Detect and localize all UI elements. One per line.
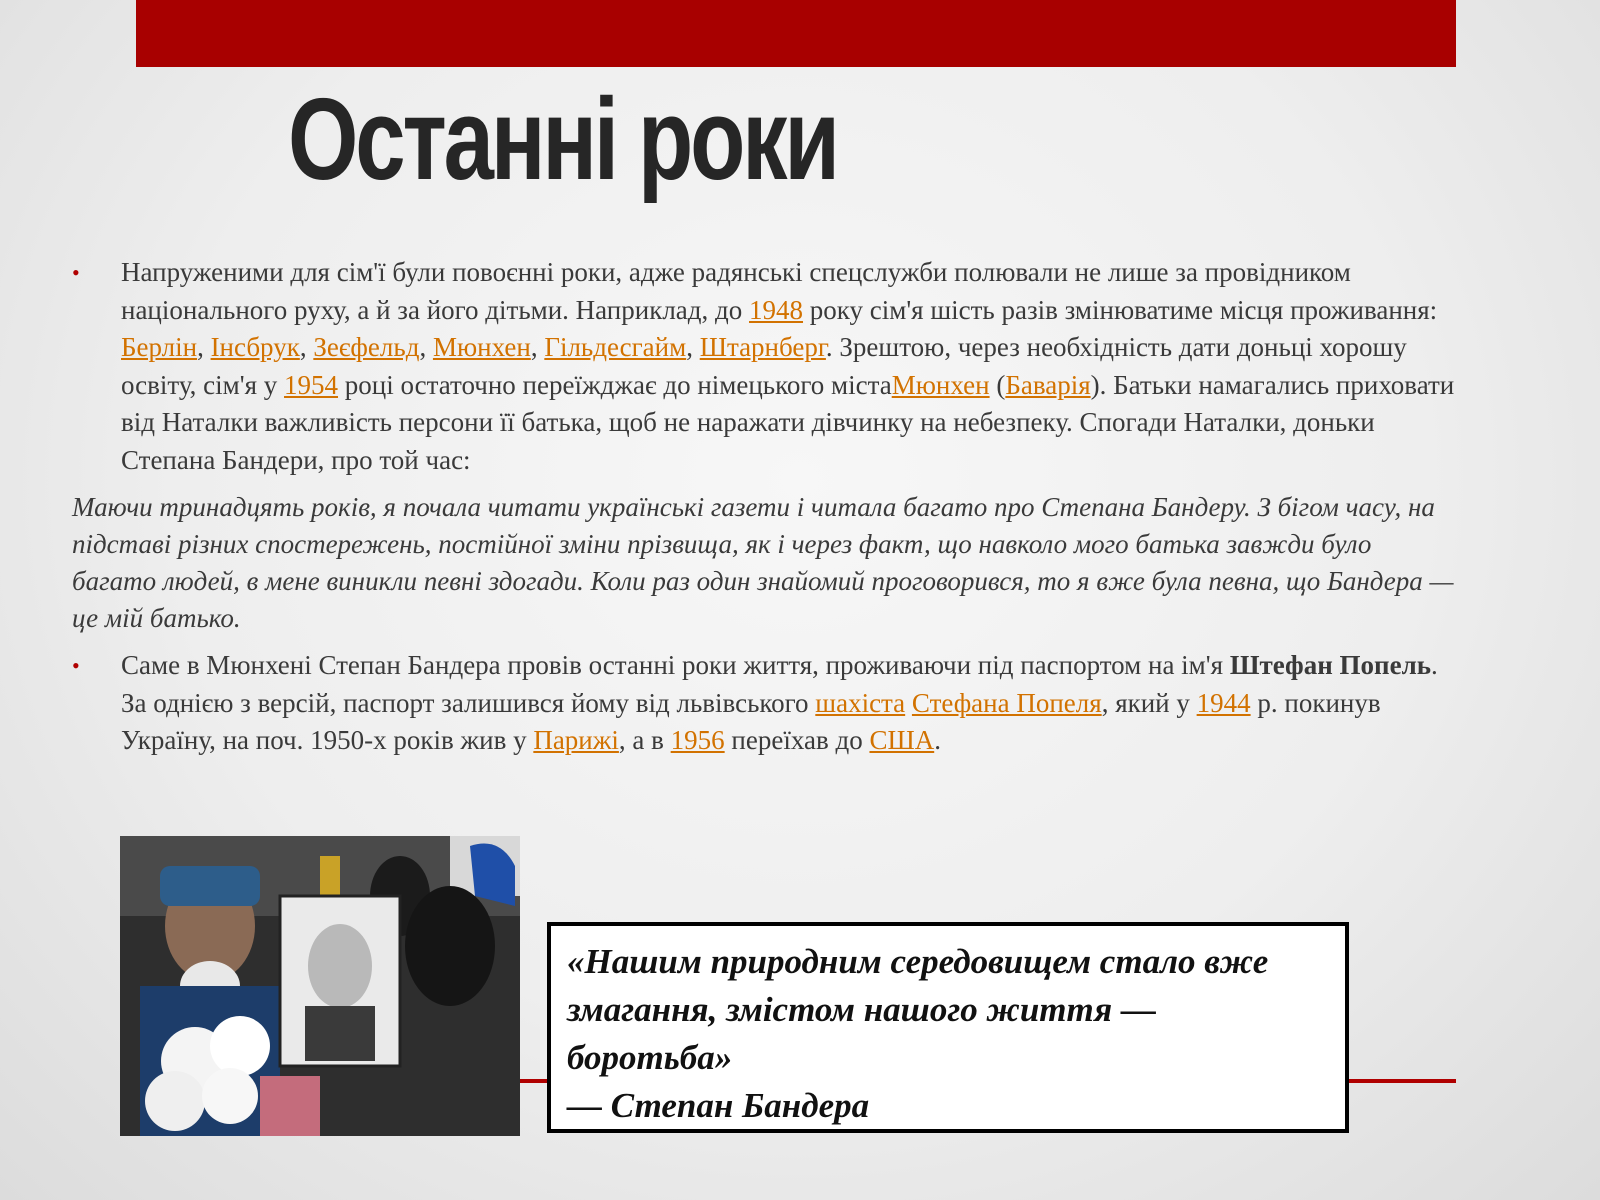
- link-seefeld[interactable]: Зеєфельд: [313, 332, 420, 362]
- top-accent-bar: [136, 0, 1456, 67]
- slide-content: [72, 254, 1458, 766]
- link-bavaria[interactable]: Баварія: [1005, 369, 1091, 400]
- text-segment: р. покинув Україну, на поч. 1950-х років жив у: [121, 687, 1381, 755]
- slide-title: Останні роки: [288, 74, 837, 204]
- quote-author: — Степан Бандера: [567, 1086, 870, 1125]
- rally-photo-illustration: [120, 836, 520, 1136]
- rally-photo: [120, 836, 520, 1136]
- bullet-dot-icon: •: [72, 260, 80, 285]
- link-starnberg[interactable]: Штарнберг: [699, 332, 826, 362]
- bullet-paragraph-1: • Напруженими для сім'ї були повоєнні роки, адже радянські спецслужби полювали не лише за провідником національного руху, а й за його дітьми. Наприклад, до 1948 року сім'я шість разів змінюватиме місця проживання: Берлін, Інсбрук, Зеєфельд, Мюнхен, Гільдесгайм, Штарнберг. Зрештою, через необхідність дати доньці хорошу освіту, сім'я у 1954 році остаточно переїжджає до німецького містаМюнхен (Баварія). Батьки намагались приховати від Наталки важливість персони її батька, щоб не наражати дівчинку на небезпеку. Спогади Наталки, доньки Степана Бандери, про той час:: [72, 254, 1458, 479]
- link-munich-2[interactable]: Мюнхен: [891, 369, 990, 400]
- text-segment: Напруженими для сім'ї були повоєнні роки, адже радянські спецслужби полювали не лише за провідником національного руху, а й за його дітьми. Наприклад, до: [121, 257, 1351, 325]
- link-berlin[interactable]: Берлін: [121, 332, 198, 362]
- text-segment: році остаточно переїжджає до німецького міста: [338, 369, 892, 400]
- text-segment: ). Батьки намагались приховати від Наталки важливість персони її батька, щоб не наражати дівчинку на небезпеку. Спогади Наталки, доньки Степана Бандери, про той час:: [121, 369, 1455, 475]
- link-1954[interactable]: 1954: [284, 369, 339, 400]
- text-segment: . За однією з версій, паспорт залишився йому від львівського: [121, 650, 1438, 718]
- link-1948[interactable]: 1948: [749, 294, 804, 325]
- link-hildesheim[interactable]: Гільдесгайм: [544, 332, 687, 362]
- text-segment: , а в: [618, 725, 671, 755]
- text-segment: . Зрештою, через необхідність дати доньці хорошу освіту, сім'я у: [121, 332, 1407, 400]
- text-segment: переїхав до: [724, 725, 870, 755]
- bandera-quote-box: [547, 922, 1349, 1133]
- link-munich[interactable]: Мюнхен: [432, 332, 531, 362]
- link-1956[interactable]: 1956: [670, 725, 725, 755]
- bullet-paragraph-2: [72, 647, 1458, 760]
- bold-name: Штефан Попель: [1229, 650, 1431, 680]
- link-usa[interactable]: США: [869, 725, 935, 755]
- text-segment: , який у: [1101, 687, 1197, 718]
- link-stefan-popel[interactable]: Стефана Попеля: [911, 687, 1102, 718]
- link-1944[interactable]: 1944: [1196, 687, 1251, 718]
- natalka-memory-quote: Маючи тринадцять років, я почала читати українські газети і читала багато про Степана Бандеру. З бігом часу, на підставі різних спостережень, постійної зміни прізвища, як і через факт, що навколо мого батька завжди було багато людей, в мене виникли певні здогади. Коли раз один знайомий проговорився, то я вже була певна, що Бандера — це мій батько.: [72, 492, 1454, 633]
- text-segment: року сім'я шість разів змінюватиме місця проживання:: [803, 294, 1438, 325]
- quote-text: «Нашим природним середовищем стало вже змагання, змістом нашого життя — боротьба»: [567, 942, 1269, 1077]
- text-segment: .: [934, 725, 941, 755]
- text-segment: Саме в Мюнхені Степан Бандера провів останні роки життя, проживаючи під паспортом на ім'я: [121, 650, 1230, 680]
- link-paris[interactable]: Парижі: [533, 725, 619, 755]
- bullet-dot-icon: •: [72, 653, 80, 678]
- link-chess-player[interactable]: шахіста: [815, 687, 906, 718]
- link-innsbruck[interactable]: Інсбрук: [210, 332, 300, 362]
